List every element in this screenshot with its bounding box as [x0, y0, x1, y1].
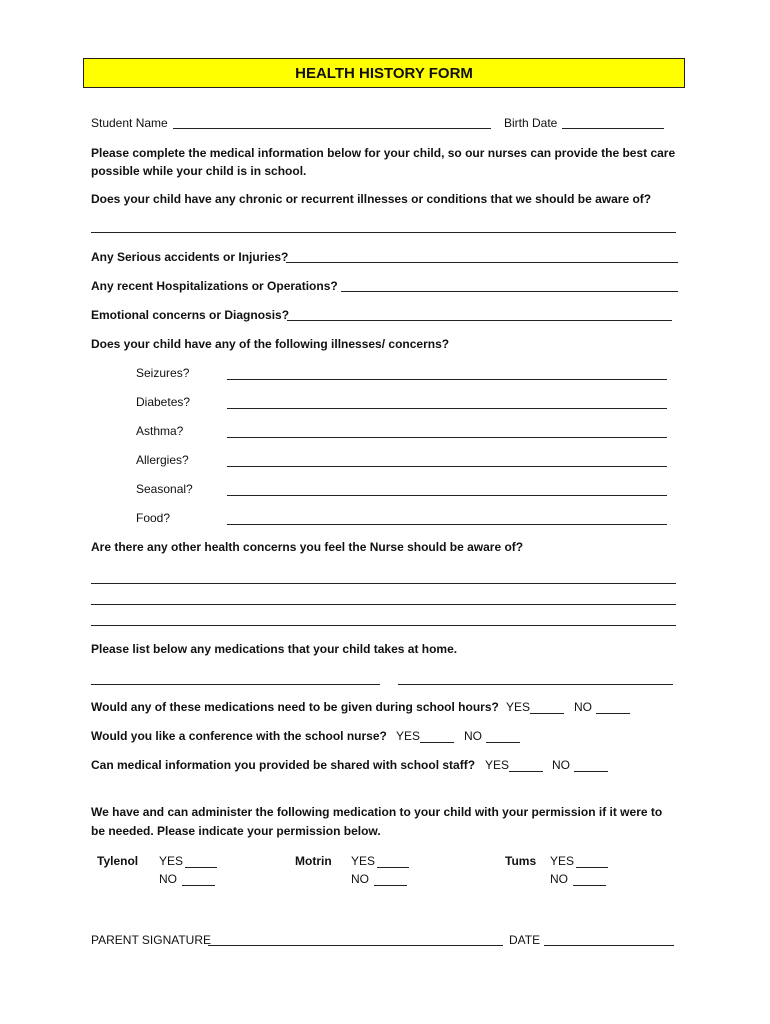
- accidents-question: Any Serious accidents or Injuries?: [91, 250, 289, 264]
- other-concerns-field-3[interactable]: [91, 625, 676, 626]
- chronic-question: Does your child have any chronic or recurrent illnesses or conditions that we should be aware of?: [91, 192, 652, 206]
- conference-no-field[interactable]: [486, 742, 520, 743]
- hospital-answer-field[interactable]: [341, 291, 678, 292]
- student-name-field[interactable]: [173, 128, 491, 129]
- date-label: DATE: [509, 933, 541, 947]
- other-concerns-field-2[interactable]: [91, 604, 676, 605]
- illness-seizures-field[interactable]: [227, 379, 667, 380]
- chronic-answer-field[interactable]: [91, 232, 676, 233]
- parent-signature-field[interactable]: [208, 945, 503, 946]
- hospital-question: Any recent Hospitalizations or Operations?: [91, 279, 338, 293]
- illness-seizures-label: Seizures?: [136, 366, 190, 380]
- intro-paragraph: Please complete the medical information below for your child, so our nurses can provide the best care possible while your child is in school.: [91, 146, 676, 178]
- conference-no-label: NO: [464, 729, 482, 743]
- shared-yes-field[interactable]: [509, 771, 543, 772]
- shared-no-field[interactable]: [574, 771, 608, 772]
- other-concerns-question: Are there any other health concerns you feel the Nurse should be aware of?: [91, 540, 524, 554]
- illness-asthma-label: Asthma?: [136, 424, 184, 438]
- school-hours-question: Would any of these medications need to be given during school hours?: [91, 700, 499, 714]
- illness-allergies-field[interactable]: [227, 466, 667, 467]
- title-banner: [83, 58, 685, 88]
- motrin-no-field[interactable]: [374, 885, 407, 886]
- date-field[interactable]: [544, 945, 674, 946]
- conference-question: Would you like a conference with the school nurse?: [91, 729, 387, 743]
- motrin-no-label: NO: [351, 872, 369, 886]
- tums-no-field[interactable]: [573, 885, 606, 886]
- illness-asthma-field[interactable]: [227, 437, 667, 438]
- form-title: HEALTH HISTORY FORM: [295, 64, 473, 82]
- illnesses-question: Does your child have any of the following illnesses/ concerns?: [91, 337, 450, 351]
- school-hours-yes-label: YES: [506, 700, 531, 714]
- school-hours-yes-field[interactable]: [530, 713, 564, 714]
- tylenol-no-field[interactable]: [182, 885, 215, 886]
- tylenol-yes-label: YES: [159, 854, 184, 868]
- birth-date-field[interactable]: [562, 128, 664, 129]
- illness-seasonal-field[interactable]: [227, 495, 667, 496]
- birth-date-label: Birth Date: [504, 116, 558, 130]
- shared-yes-label: YES: [485, 758, 510, 772]
- medications-field-2[interactable]: [398, 684, 673, 685]
- parent-signature-label: PARENT SIGNATURE: [91, 933, 212, 947]
- other-concerns-field-1[interactable]: [91, 583, 676, 584]
- emotional-question: Emotional concerns or Diagnosis?: [91, 308, 290, 322]
- shared-question: Can medical information you provided be shared with school staff?: [91, 758, 476, 772]
- tylenol-yes-field[interactable]: [185, 867, 217, 868]
- student-name-label: Student Name: [91, 116, 168, 130]
- shared-no-label: NO: [552, 758, 570, 772]
- conference-yes-field[interactable]: [420, 742, 454, 743]
- permission-text-line-2: be needed. Please indicate your permission below.: [91, 824, 381, 838]
- tums-yes-label: YES: [550, 854, 575, 868]
- accidents-answer-field[interactable]: [286, 262, 678, 263]
- medications-question: Please list below any medications that your child takes at home.: [91, 642, 458, 656]
- motrin-yes-label: YES: [351, 854, 376, 868]
- medications-field-1[interactable]: [91, 684, 380, 685]
- school-hours-no-label: NO: [574, 700, 592, 714]
- permission-text-line-1: We have and can administer the following medication to your child with your permission if it were to: [91, 805, 663, 819]
- med-tums-label: Tums: [505, 854, 537, 868]
- illness-food-field[interactable]: [227, 524, 667, 525]
- emotional-answer-field[interactable]: [287, 320, 672, 321]
- illness-diabetes-label: Diabetes?: [136, 395, 191, 409]
- illness-diabetes-field[interactable]: [227, 408, 667, 409]
- illness-food-label: Food?: [136, 511, 171, 525]
- med-tylenol-label: Tylenol: [97, 854, 139, 868]
- tums-yes-field[interactable]: [576, 867, 608, 868]
- med-motrin-label: Motrin: [295, 854, 332, 868]
- illness-allergies-label: Allergies?: [136, 453, 189, 467]
- motrin-yes-field[interactable]: [377, 867, 409, 868]
- school-hours-no-field[interactable]: [596, 713, 630, 714]
- tums-no-label: NO: [550, 872, 568, 886]
- tylenol-no-label: NO: [159, 872, 177, 886]
- conference-yes-label: YES: [396, 729, 421, 743]
- illness-seasonal-label: Seasonal?: [136, 482, 193, 496]
